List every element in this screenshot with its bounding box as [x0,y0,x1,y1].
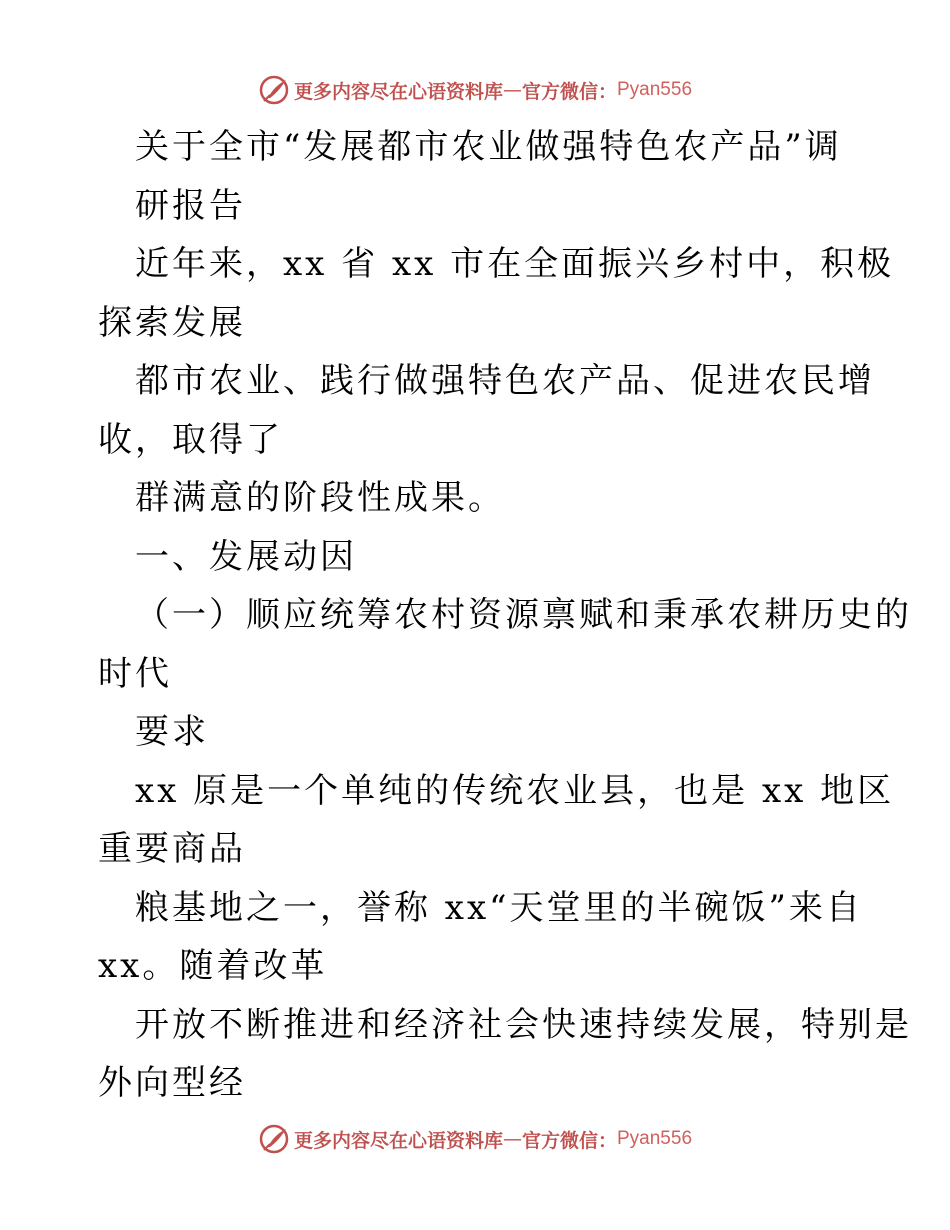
watermark-wechat-id: Pyan556 [617,1128,693,1149]
watermark-dash: — [502,1128,522,1150]
doc-line: 关于全市“发展都市农业做强特色农产品”调 [135,127,842,167]
doc-line: 外向型经 [98,1063,246,1103]
watermark-text: 更多内容尽在心语资料库 [293,1129,503,1152]
doc-line: 探索发展 [98,302,246,343]
doc-line: 粮基地之一，誉称 xx“天堂里的半碗饭”来自 [135,887,863,928]
doc-line: 研报告 [135,185,246,226]
header-watermark [0,70,950,110]
doc-line: xx 原是一个单纯的传统农业县，也是 xx 地区 [135,770,895,811]
doc-line: 时代 [98,653,172,694]
watermark-dash: — [502,79,522,101]
doc-line: （一）顺应统筹农村资源禀赋和秉承农耕历史的 [135,595,912,635]
doc-line: 一、发展动因 [135,536,357,577]
footer-watermark [0,1119,950,1159]
watermark-text: 更多内容尽在心语资料库 [293,80,503,103]
doc-line: 都市农业、践行做强特色农产品、促进农民增 [135,361,875,401]
doc-line: 收，取得了 [98,419,283,460]
doc-line: 重要商品 [98,829,246,869]
document-body [98,118,912,1113]
doc-line: 要求 [135,712,209,752]
doc-line: xx。随着改革 [98,946,328,986]
feather-logo-icon [258,1123,290,1155]
watermark-wechat-id: Pyan556 [617,79,693,100]
doc-line: 近年来，xx 省 xx 市在全面振兴乡村中，积极 [135,244,895,284]
doc-line: 开放不断推进和经济社会快速持续发展，特别是 [135,1004,912,1045]
watermark-wechat-label: 官方微信： [521,80,617,103]
doc-line: 群满意的阶段性成果。 [135,478,505,518]
feather-logo-icon [258,74,290,106]
watermark-wechat-label: 官方微信： [521,1129,617,1152]
